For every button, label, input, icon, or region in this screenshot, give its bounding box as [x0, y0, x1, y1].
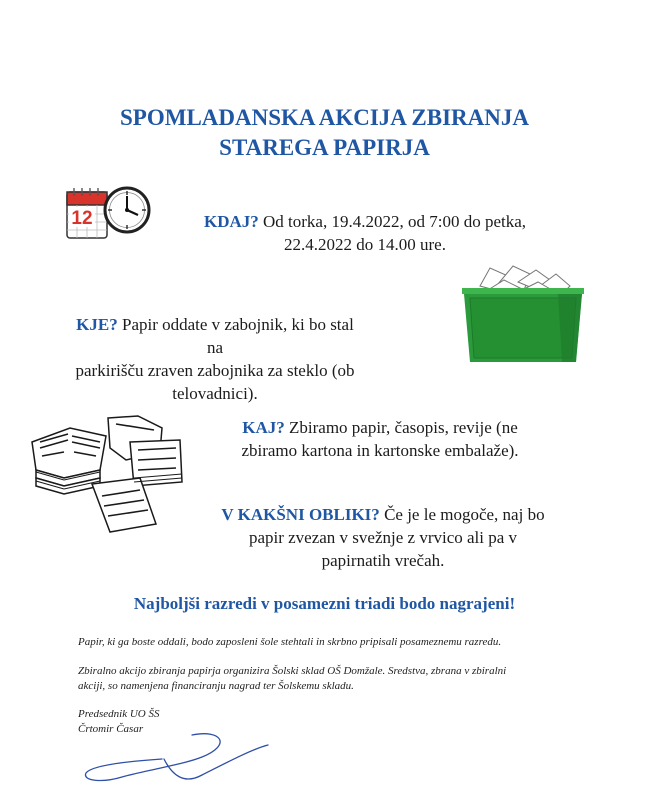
- what-label: KAJ?: [242, 418, 285, 437]
- when-label: KDAJ?: [203, 212, 259, 231]
- what-text-2: zbiramo kartona in kartonske embalaže).: [241, 441, 519, 460]
- form-text-2: papir zvezan v svežnje z vrvico ali pa v: [248, 528, 518, 547]
- calendar-day: 12: [71, 208, 93, 229]
- section-what: [210, 416, 550, 462]
- section-form: [192, 503, 574, 572]
- where-label: KJE?: [76, 315, 118, 334]
- note-organizer-line-2: akciji, so namenjena financiranju nagrad ter Šolskemu skladu.: [78, 680, 354, 692]
- note-organizer: [78, 664, 590, 694]
- note-weighing: Papir, ki ga boste oddali, bodo zaposleni šole stehtali in skrbno pripisali posameznemu razredu.: [78, 636, 502, 648]
- page-title: [40, 103, 609, 163]
- award-announcement: Najboljši razredi v posamezni triadi bodo nagrajeni!: [133, 594, 516, 613]
- handwritten-signature: [72, 725, 272, 795]
- form-text-1: Če je le mogoče, naj bo: [384, 505, 545, 524]
- where-text-3: telovadnici).: [172, 384, 258, 403]
- calendar-clock-icon: [65, 182, 165, 242]
- newspaper-stack-icon: [30, 412, 190, 537]
- title-line-1: SPOMLADANSKA AKCIJA ZBIRANJA: [120, 105, 529, 130]
- when-text-1: Od torka, 19.4.2022, od 7:00 do petka,: [263, 212, 527, 231]
- title-line-2: STAREGA PAPIRJA: [219, 135, 430, 160]
- section-when: [175, 210, 555, 256]
- paper-bin-icon: [458, 264, 588, 364]
- signature-role: Predsednik UO ŠS: [78, 708, 160, 720]
- form-text-3: papirnatih vrečah.: [321, 551, 445, 570]
- note-organizer-line-1: Zbiralno akcijo zbiranja papirja organizira Šolski sklad OŠ Domžale. Sredstva, zbrana v zbiralni: [78, 665, 507, 677]
- where-text-1: Papir oddate v zabojnik, ki bo stal na: [121, 315, 354, 357]
- what-text-1: Zbiramo papir, časopis, revije (ne: [289, 418, 518, 437]
- form-label: V KAKŠNI OBLIKI?: [221, 505, 380, 524]
- section-where: [70, 313, 360, 405]
- when-text-2: 22.4.2022 do 14.00 ure.: [284, 235, 446, 254]
- where-text-2: parkirišču zraven zabojnika za steklo (ob: [75, 361, 355, 380]
- signature-name: Črtomir Časar: [78, 723, 144, 735]
